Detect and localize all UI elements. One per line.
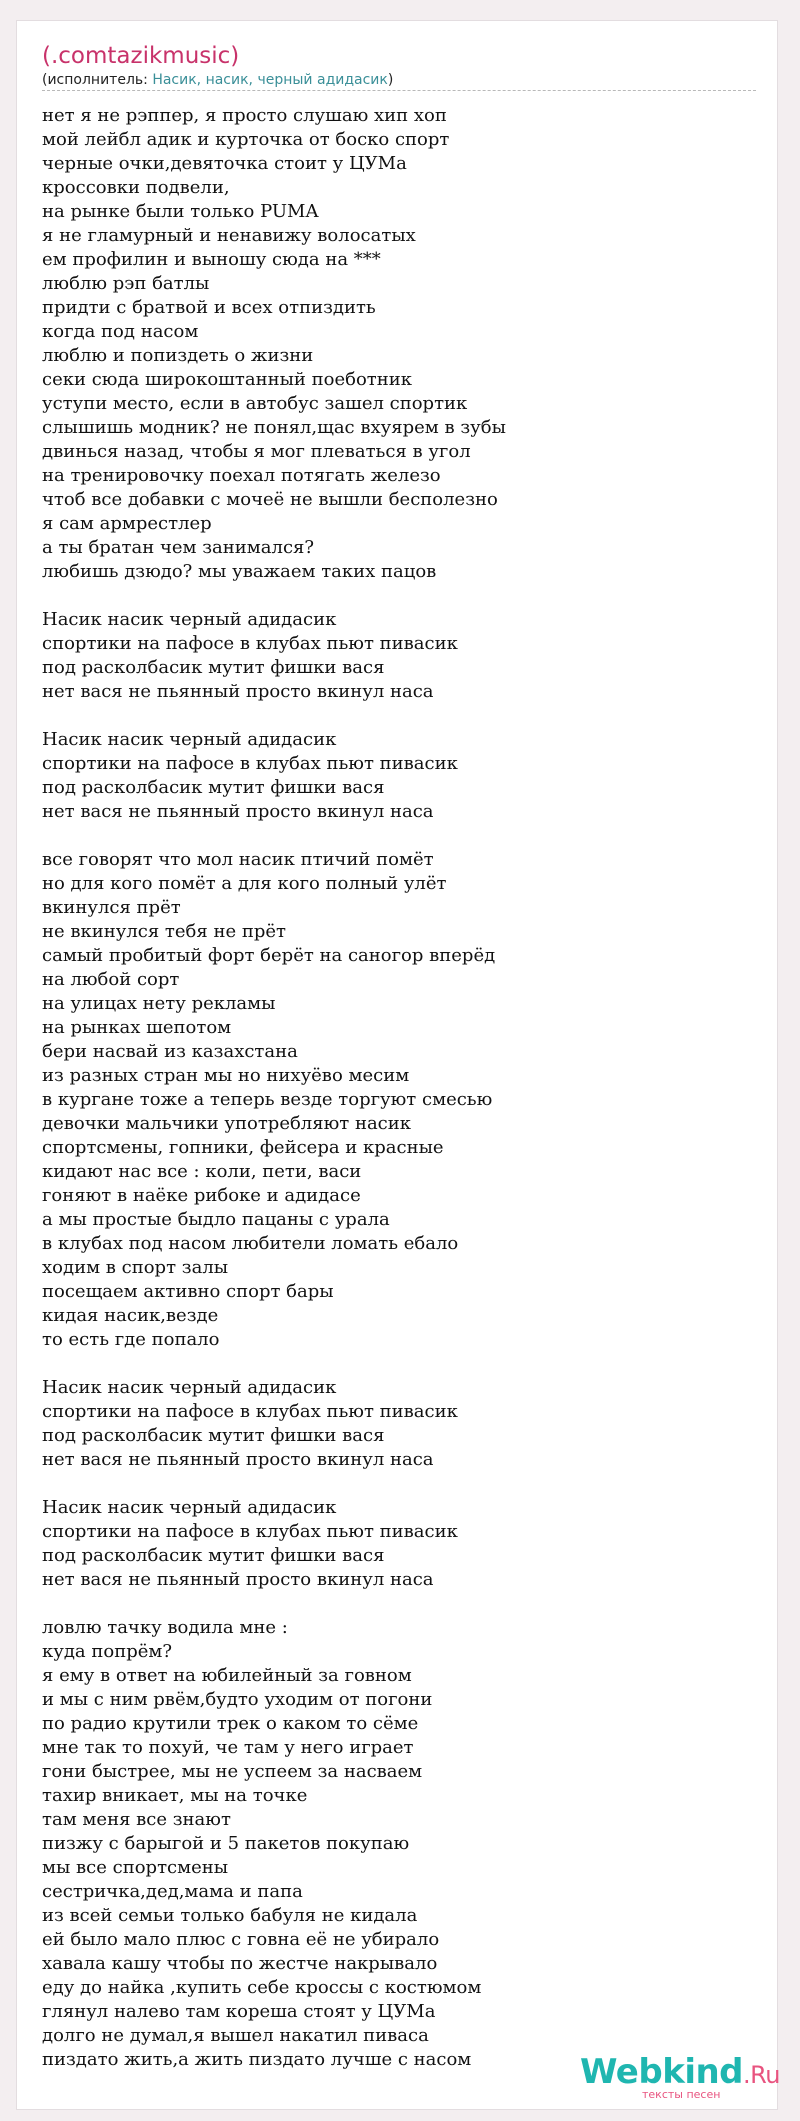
lyric-line: уступи место, если в автобус зашел спортик	[42, 393, 468, 414]
lyric-line: нет вася не пьянный просто вкинул наса	[42, 681, 434, 702]
lyric-line: чтоб все добавки с мочеё не вышли бесполезно	[42, 489, 498, 510]
lyric-line: под расколбасик мутит фишки вася	[42, 657, 385, 678]
lyric-line: спортсмены, гопники, фейсера и красные	[42, 1137, 444, 1158]
lyric-line: Насик насик черный адидасик	[42, 1497, 337, 1518]
lyric-blank-line	[42, 584, 762, 608]
lyric-line: то есть где попало	[42, 1329, 220, 1350]
lyric-line: кидая насик,везде	[42, 1305, 219, 1326]
lyric-line: ходим в спорт залы	[42, 1257, 229, 1278]
lyric-line: девочки мальчики употребляют насик	[42, 1113, 411, 1134]
lyric-line: на любой сорт	[42, 969, 180, 990]
lyric-line: ловлю тачку водила мне :	[42, 1617, 288, 1638]
lyric-line: и мы с ним рвём,будто уходим от погони	[42, 1689, 433, 1710]
lyric-line: все говорят что мол насик птичий помёт	[42, 849, 434, 870]
lyric-line: Насик насик черный адидасик	[42, 1377, 337, 1398]
lyric-line: на улицах нету рекламы	[42, 993, 276, 1014]
lyric-line: посещаем активно спорт бары	[42, 1281, 334, 1302]
lyric-line: глянул налево там кореша стоят у ЦУМа	[42, 2001, 436, 2022]
logo-kind: kind	[662, 2052, 744, 2092]
lyric-line: мой лейбл адик и курточка от боско спорт	[42, 129, 450, 150]
lyric-line: кидают нас все : коли, пети, васи	[42, 1161, 362, 1182]
lyric-line: в клубах под насом любители ломать ебало	[42, 1233, 459, 1254]
lyric-line: двинься назад, чтобы я мог плеваться в угол	[42, 441, 471, 462]
lyric-line: я ему в ответ на юбилейный за говном	[42, 1665, 412, 1686]
lyric-line: Насик насик черный адидасик	[42, 609, 337, 630]
logo-web: Web	[580, 2052, 663, 2092]
lyric-line: нет вася не пьянный просто вкинул наса	[42, 1449, 434, 1470]
lyric-line: любишь дзюдо? мы уважаем таких пацов	[42, 561, 437, 582]
webkind-logo[interactable]	[580, 2052, 780, 2102]
lyric-blank-line	[42, 704, 762, 728]
lyric-line: гоняют в наёке рибоке и адидасе	[42, 1185, 361, 1206]
lyric-line: люблю рэп батлы	[42, 273, 210, 294]
lyric-line: ем профилин и выношу сюда на ***	[42, 249, 381, 270]
lyric-line: я сам армрестлер	[42, 513, 212, 534]
lyric-line: спортики на пафосе в клубах пьют пивасик	[42, 1521, 458, 1542]
lyric-line: куда попрём?	[42, 1641, 173, 1662]
lyric-line: слышишь модник? не понял,щас вхуярем в зубы	[42, 417, 506, 438]
divider	[42, 90, 756, 91]
lyric-line: вкинулся прёт	[42, 897, 181, 918]
lyric-line: сестричка,дед,мама и папа	[42, 1881, 303, 1902]
lyric-line: когда под насом	[42, 321, 199, 342]
lyric-line: пизжу с барыгой и 5 пакетов покупаю	[42, 1833, 410, 1854]
lyric-line: хавала кашу чтобы по жестче накрывало	[42, 1953, 438, 1974]
lyric-line: из разных стран мы но нихуёво месим	[42, 1065, 410, 1086]
artist-suffix: )	[387, 72, 394, 88]
lyric-line: по радио крутили трек о каком то сёме	[42, 1713, 419, 1734]
logo-ru: .Ru	[743, 2061, 780, 2089]
lyric-line: тахир вникает, мы на точке	[42, 1785, 308, 1806]
lyric-line: а ты братан чем занимался?	[42, 537, 315, 558]
lyric-line: самый пробитый форт берёт на саногор вперёд	[42, 945, 496, 966]
lyric-line: нет я не рэппер, я просто слушаю хип хоп	[42, 105, 447, 126]
lyric-line: мы все спортсмены	[42, 1857, 229, 1878]
lyric-line: нет вася не пьянный просто вкинул наса	[42, 801, 434, 822]
artist-link[interactable]: Насик, насик, черный адидасик	[152, 72, 388, 88]
lyric-line: ей было мало плюс с говна её не убирало	[42, 1929, 440, 1950]
lyric-line: спортики на пафосе в клубах пьют пивасик	[42, 753, 458, 774]
lyric-line: из всей семьи только бабуля не кидала	[42, 1905, 418, 1926]
lyric-line: под расколбасик мутит фишки вася	[42, 777, 385, 798]
lyric-line: мне так то похуй, че там у него играет	[42, 1737, 414, 1758]
lyric-line: я не гламурный и ненавижу волосатых	[42, 225, 416, 246]
lyric-line: пиздато жить,а жить пиздато лучше с насом	[42, 2049, 472, 2070]
lyric-line: спортики на пафосе в клубах пьют пивасик	[42, 1401, 458, 1422]
lyric-line: в кургане тоже а теперь везде торгуют смесью	[42, 1089, 493, 1110]
lyric-line: придти с братвой и всех отпиздить	[42, 297, 376, 318]
lyric-line: бери насвай из казахстана	[42, 1041, 298, 1062]
lyric-line: а мы простые быдло пацаны с урала	[42, 1209, 390, 1230]
lyric-line: на рынке были только PUMA	[42, 201, 319, 222]
lyric-line: под расколбасик мутит фишки вася	[42, 1425, 385, 1446]
lyric-blank-line	[42, 1352, 762, 1376]
lyric-line: на тренировочку поехал потягать железо	[42, 465, 441, 486]
lyric-line: гони быстрее, мы не успеем за насваем	[42, 1761, 423, 1782]
lyric-line: черные очки,девяточка стоит у ЦУМа	[42, 153, 407, 174]
artist-line	[42, 71, 393, 89]
logo-subtitle: тексты песен	[642, 2088, 721, 2101]
lyric-line: но для кого помёт а для кого полный улёт	[42, 873, 447, 894]
page-title: (.comtazikmusic)	[42, 43, 240, 69]
lyric-line: на рынках шепотом	[42, 1017, 232, 1038]
artist-prefix: (исполнитель:	[42, 72, 153, 88]
lyric-line: секи сюда широкоштанный поеботник	[42, 369, 412, 390]
lyric-blank-line	[42, 1472, 762, 1496]
lyric-line: под расколбасик мутит фишки вася	[42, 1545, 385, 1566]
lyric-line: еду до найка ,купить себе кроссы с костюмом	[42, 1977, 482, 1998]
lyric-line: кроссовки подвели,	[42, 177, 230, 198]
lyric-line: нет вася не пьянный просто вкинул наса	[42, 1569, 434, 1590]
lyric-line: люблю и попиздеть о жизни	[42, 345, 314, 366]
lyric-line: спортики на пафосе в клубах пьют пивасик	[42, 633, 458, 654]
lyrics-text	[42, 104, 762, 2072]
lyric-line: не вкинулся тебя не прёт	[42, 921, 286, 942]
lyric-line: Насик насик черный адидасик	[42, 729, 337, 750]
lyric-blank-line	[42, 824, 762, 848]
lyric-line: долго не думал,я вышел накатил пиваса	[42, 2025, 429, 2046]
lyric-line: там меня все знают	[42, 1809, 231, 1830]
lyric-blank-line	[42, 1592, 762, 1616]
